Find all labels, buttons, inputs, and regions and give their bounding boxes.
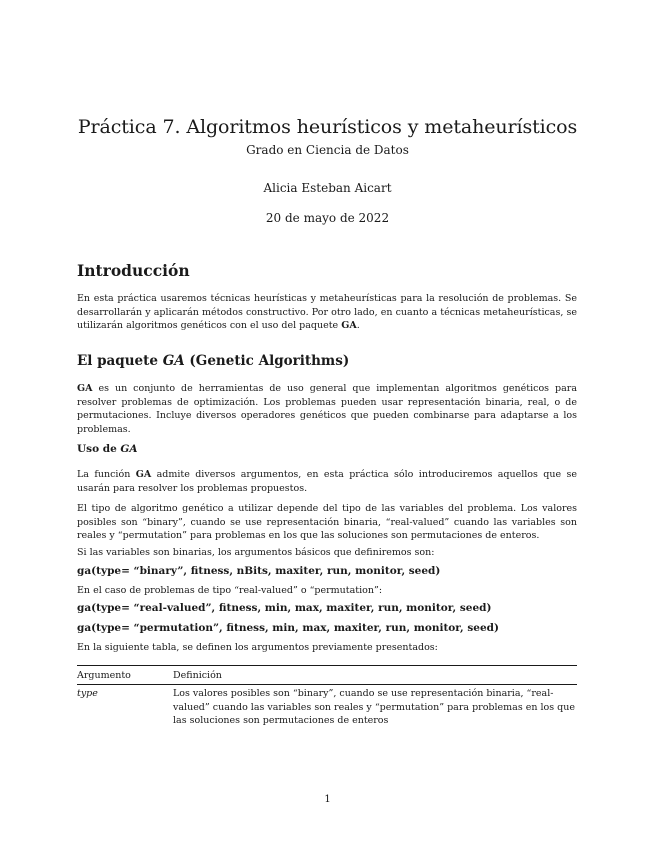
document-date: 20 de mayo de 2022 — [265, 211, 390, 225]
table-header-argumento: Argumento — [77, 670, 131, 681]
package-text: es un conjunto de herramientas de uso general que implementan algoritmos genéticos para resolver problemas de optimización. Los problemas pueden usar representación binaria, real, o de permutaciones. Incluye diversos operadores genéticos que pueden combinarse para adaptarse a los problemas. — [77, 383, 577, 435]
code-line-permutation: ga(type= “permutation”, fitness, min, max, maxiter, run, monitor, seed) — [77, 622, 499, 634]
heading-ga-italic: GA — [162, 353, 185, 369]
code-line-binary: ga(type= “binary”, fitness, nBits, maxiter, run, monitor, seed) — [77, 565, 441, 577]
heading-text-end: (Genetic Algorithms) — [184, 353, 350, 369]
package-ga-bold: GA — [77, 383, 93, 394]
uso-p1-ga-bold: GA — [135, 469, 152, 480]
table-row-arg: type — [77, 688, 98, 699]
section-heading-paquete-ga — [77, 353, 349, 369]
document-author: Alicia Esteban Aicart — [263, 181, 392, 195]
heading-text: El paquete — [77, 353, 163, 369]
subsection-heading-uso-ga — [77, 443, 138, 455]
table-row-def: Los valores posibles son “binary”, cuando se use representación binaria, “real-valued” cuando las variables son reales y “permutation” para problemas en los que las soluciones son permutaciones de enteros — [173, 688, 575, 727]
intro-paragraph — [77, 292, 577, 333]
package-paragraph — [77, 382, 577, 436]
document-title: Práctica 7. Algoritmos heurísticos y metaheurísticos — [77, 116, 578, 138]
code-line-real-valued: ga(type= “real-valued”, fitness, min, max, maxiter, run, monitor, seed) — [77, 602, 492, 614]
table-top-rule — [77, 665, 577, 666]
uso-paragraph-5: En la siguiente tabla, se definen los argumentos previamente presentados: — [77, 642, 438, 653]
subheading-text: Uso de — [77, 443, 121, 455]
subheading-ga-italic: GA — [120, 443, 138, 455]
page-number: 1 — [324, 794, 331, 805]
uso-paragraph-1 — [77, 468, 577, 495]
intro-ga-bold: GA — [341, 320, 357, 332]
uso-p1-text: La función — [77, 469, 136, 480]
intro-text: En esta práctica usaremos técnicas heurísticas y metaheurísticas para la resolución de problemas. Se desarrollarán y aplicarán métodos constructivo. Por otro lado, en cuanto a técnicas metaheurísticas, se utilizarán algoritmos genéticos con el uso del paquete — [77, 293, 577, 332]
document-subtitle: Grado en Ciencia de Datos — [246, 143, 409, 157]
uso-paragraph-2: El tipo de algoritmo genético a utilizar depende del tipo de las variables del problema. Los valores posibles son “binary”, cuando se use representación binaria, “real-valued” cuando las variables son reales y “permutation” para problemas en los que las soluciones son permutaciones de enteros. — [77, 503, 577, 542]
uso-paragraph-4: En el caso de problemas de tipo “real-valued” o “permutation”: — [77, 585, 383, 596]
uso-p1-text-end: admite diversos argumentos, en esta práctica sólo introduciremos aquellos que se usarán para resolver los problemas propuestos. — [77, 469, 577, 494]
section-heading-introduccion: Introducción — [77, 261, 190, 280]
uso-paragraph-3: Si las variables son binarias, los argumentos básicos que definiremos son: — [77, 547, 435, 558]
table-header-definicion: Definición — [173, 670, 222, 681]
intro-text-end: . — [356, 320, 360, 332]
table-header-rule — [77, 684, 577, 685]
